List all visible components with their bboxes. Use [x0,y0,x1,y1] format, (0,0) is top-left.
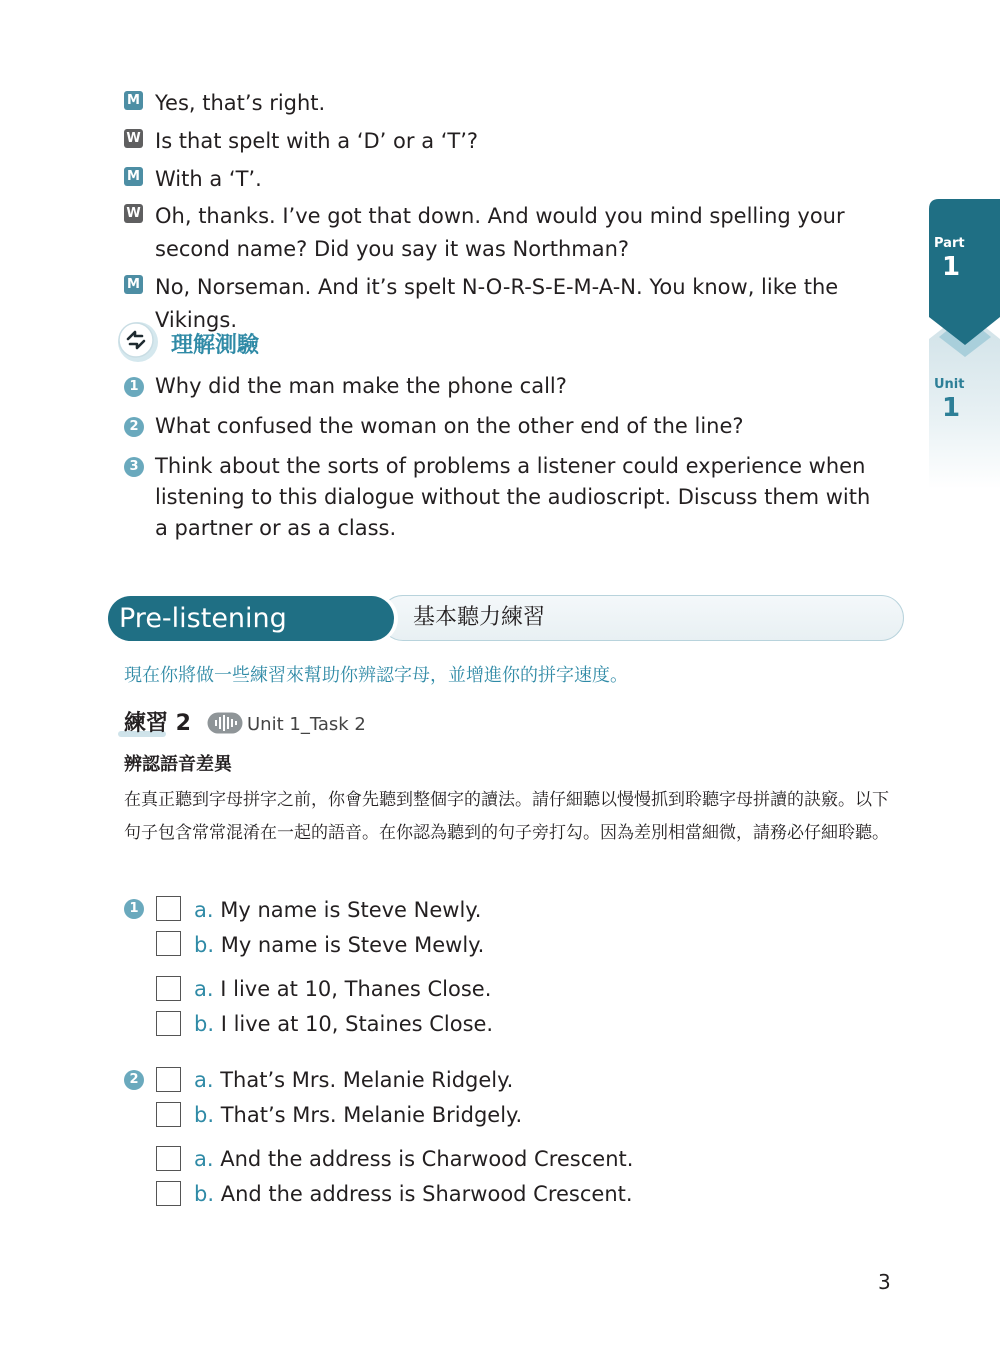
answer-option [194,1009,794,1039]
section-title-zh: 基本聽力練習 [413,605,546,630]
page-number: 3 [878,1270,891,1294]
answer-option [194,974,794,1004]
dialogue-text: Is that spelt with a ‘D’ or a ‘T’? [155,129,479,153]
answer-option [194,1144,794,1174]
option-letter: a. [194,1068,214,1092]
question-number: 2 [124,417,144,437]
audio-track-label: Unit 1_Task 2 [247,714,366,735]
answer-checkbox[interactable] [156,1067,181,1092]
question-text: What confused the woman on the other end of the line? [155,414,744,438]
option-letter: b. [194,933,215,957]
speaker-badge: W [124,129,143,148]
answer-checkbox[interactable] [156,1011,181,1036]
option-letter: a. [194,1147,214,1171]
option-text: And the address is Sharwood Crescent. [220,1182,633,1206]
dialogue-text: Yes, that’s right. [155,91,326,115]
dialogue-text: With a ‘T’. [155,167,262,191]
answer-checkbox[interactable] [156,896,181,921]
option-letter: a. [194,898,214,922]
speaker-badge: W [124,204,143,223]
speaker-badge: M [124,275,143,294]
answer-option [194,1065,794,1095]
side-tab-unit-label: Unit [934,377,965,392]
item-number: 2 [124,1070,144,1090]
speaker-badge: M [124,91,143,110]
answer-checkbox[interactable] [156,1146,181,1171]
exercise-subtitle: 辨認語音差異 [124,754,232,775]
answer-checkbox[interactable] [156,976,181,1001]
answer-checkbox[interactable] [156,1181,181,1206]
exercise-instructions: 在真正聽到字母拼字之前，你會先聽到整個字的讀法。請仔細聽以慢慢抓到聆聽字母拼讀的訣竅。以下句子包含常常混淆在一起的語音。在你認為聽到的句子旁打勾。因為差別相當細微，請務必仔細聆聽。 [124,790,889,843]
dialogue-text: Oh, thanks. I’ve got that down. And would you mind spelling your second name? Did you say it was Northman? [155,204,845,261]
audio-track-icon[interactable] [207,712,243,734]
question-text: Think about the sorts of problems a listener could experience when listening to this dialogue without the audioscript. Discuss them with a partner or as a class. [155,454,871,540]
answer-checkbox[interactable] [156,1102,181,1127]
question-number: 3 [124,457,144,477]
comprehension-icon [116,320,160,364]
answer-option [194,895,794,925]
side-tab-part-number: 1 [942,252,961,282]
item-number: 1 [124,899,144,919]
option-text: And the address is Charwood Crescent. [220,1147,634,1171]
speaker-badge: M [124,167,143,186]
side-tab-part-label: Part [934,236,965,251]
answer-option [194,1179,794,1209]
section-title-en: Pre-listening Practice [119,603,287,672]
comprehension-title: 理解測驗 [171,333,260,358]
option-text: My name is Steve Newly. [220,898,482,922]
section-intro: 現在你將做一些練習來幫助你辨認字母，並增進你的拼字速度。 [124,665,628,686]
option-letter: a. [194,977,214,1001]
answer-checkbox[interactable] [156,931,181,956]
option-text: I live at 10, Staines Close. [220,1012,494,1036]
option-letter: b. [194,1012,215,1036]
option-text: That’s Mrs. Melanie Bridgely. [220,1103,523,1127]
option-letter: b. [194,1103,215,1127]
question-text: Why did the man make the phone call? [155,374,567,398]
answer-option [194,930,794,960]
exercise-title: 練習 2 [124,711,191,736]
option-text: That’s Mrs. Melanie Ridgely. [220,1068,514,1092]
dialogue-text: No, Norseman. And it’s spelt N-O-R-S-E-M-A-N. You know, like the Vikings. [155,275,839,332]
answer-option [194,1100,794,1130]
question-number: 1 [124,377,144,397]
option-letter: b. [194,1182,215,1206]
side-tab-unit-number: 1 [942,393,961,423]
option-text: I live at 10, Thanes Close. [220,977,492,1001]
option-text: My name is Steve Mewly. [220,933,485,957]
